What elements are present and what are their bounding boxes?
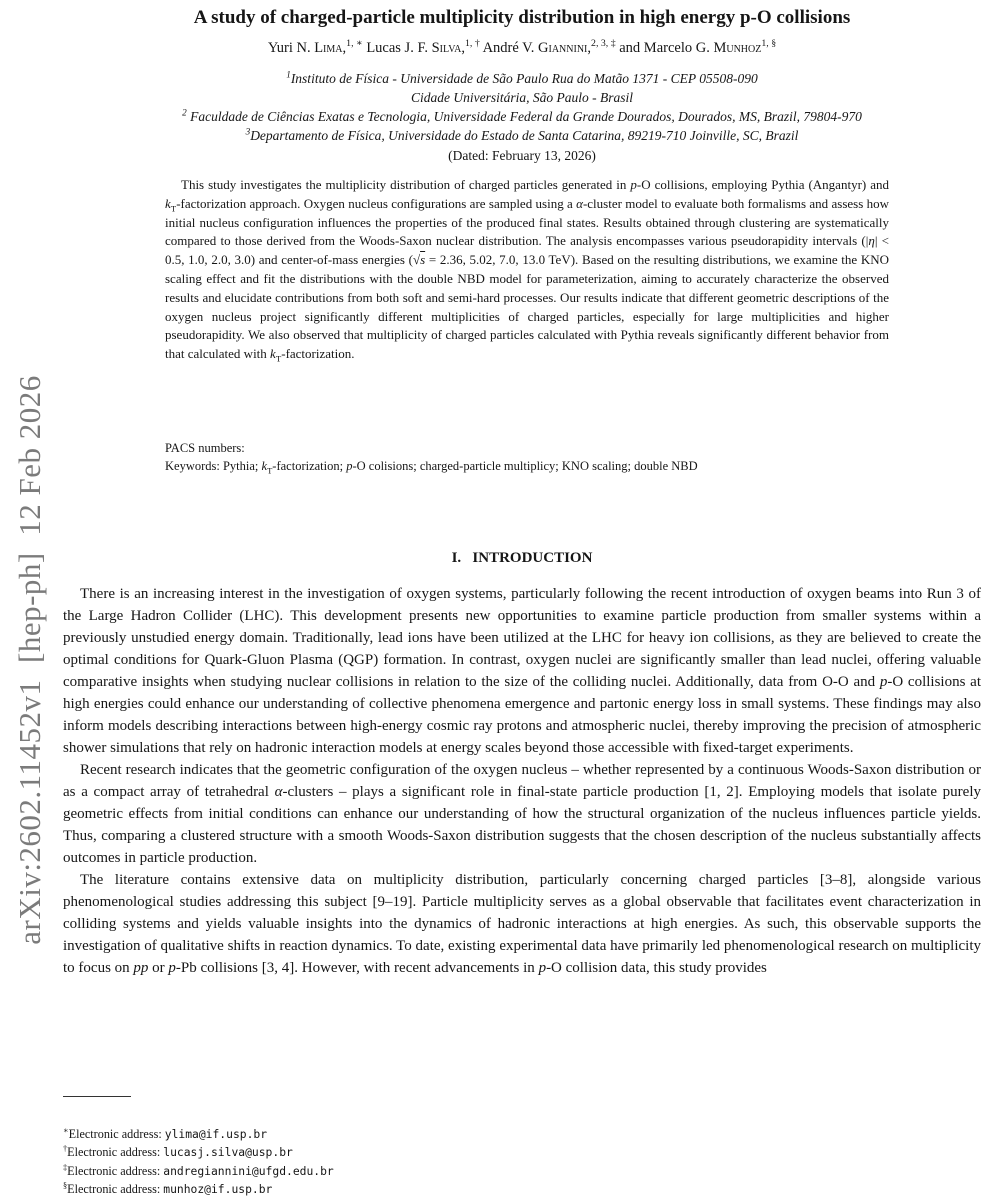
affiliation-line: $^2$ Faculdade de Ciências Exatas e Tecnologia, Universidade Federal da Grande Dourados, Dourados, MS, Brazil, 79804-970 [182,107,862,124]
section-heading-introduction: I. INTRODUCTION [451,550,593,566]
date-line: (Dated: February 13, 2026) [448,148,596,163]
authors-line: Yuri N. Lima,$^{1, ∗}$ Lucas J. F. Silva,$^{1, \dagger}$ André V. Giannini,$^{2, 3, \ddagger}$ and Marcelo G. Munhoz$^{1, \S}$ [267,38,777,56]
email-address[interactable]: munhoz@if.usp.br [163,1181,273,1196]
paragraph: The literature contains extensive data on multiplicity distribution, particularly concerning charged particles [3–8], alongside various phenomenological studies addressing this subject [9–19]. Particle multiplicity serves as a global observable that facilitates event characterization in colliding systems and yields valuable insights into the dynamics of hadronic interactions at high energies. As such, this observable supports the investigation of qualitative shifts in reaction dynamics. To date, existing experimental data have primarily led phenomenological research on multiplicity to focus on pp or p-Pb collisions [3, 4]. However, with recent advancements in p-O collision data, this study provides [63,872,981,976]
footnotes-block [63,1125,981,1198]
email-address[interactable]: ylima@if.usp.br [164,1127,268,1141]
arxiv-watermark: arXiv:2602.11452v1 [hep-ph] 12 Feb 2026 [12,375,47,945]
pacs-keywords-block [165,439,889,475]
paragraph: Recent research indicates that the geometric configuration of the oxygen nucleus – whether represented by a continuous Woods-Saxon distribution or as a compact array of tetrahedral α-clusters – plays a significant role in final-state particle production [1, 2]. Employing models that isolate purely geometric effects from initial conditions can enhance our understanding of how the structural organization of the nucleus influences particle yields. Thus, comparing a clustered structure with a smooth Woods-Saxon distribution suggests that the chosen description of the nucleus substantially affects outcomes in particle production. [63,762,981,866]
abstract-text: This study investigates the multiplicity distribution of charged particles generated in p-O collisions, employing Pythia (Angantyr) and $k_T$-factorization approach. Oxygen nucleus configurations are sampled using a α-cluster model to evaluate both formalisms and assess how initial nucleus configuration influences the properties of the produced final states. Results obtained through clustering are systematically compared to those derived from the Woods-Saxon nuclear distribution. The analysis encompasses various pseudorapidity intervals (|η| < 0.5, 1.0, 2.0, 3.0) and center-of-mass energies (√s = 2.36, 5.02, 7.0, 13.0 TeV). Based on the resulting distributions, we examine the KNO scaling effect and fit the distributions with the double NBD model for parameterization, aiming to accurately characterize the observed results and elucidate contributions from both soft and semi-hard processes. Our results indicate that different geometric descriptions of the oxygen nucleus project significantly different multiplicities of charged particles, especially for large multiplicities and higher pseudorapidity. We also observed that multiplicity of charged particles calculated with Pythia reveals significantly different behavior from that calculated with $k_T$-factorization. [165,177,889,364]
paragraph: There is an increasing interest in the investigation of oxygen systems, particularly following the recent introduction of oxygen beams into Run 3 of the Large Hadron Collider (LHC). This development presents new opportunities to examine particle production from smaller systems within a previously unstudied energy domain. Traditionally, lead ions have been utilized at the LHC for heavy ion collisions, as they are believed to create the optimal conditions for Quark-Gluon Plasma (QGP) formation. In contrast, oxygen nuclei are significantly smaller than lead nuclei, offering valuable comparative insights when studying nuclear collisions in relation to the size of the colliding nuclei. Additionally, data from O-O and p-O collisions at high energies could enhance our understanding of collective phenomena emergence and partonic energy loss in small systems. These findings may also inform models describing interactions between high-energy cosmic ray protons and atmospheric nuclei, thereby improving the precision of atmospheric shower simulations that rely on hadronic interaction models at energy scales beyond those accessible with fixed-target experiments. [63,586,981,756]
introduction-body [63,583,981,979]
affiliations-block [63,69,981,145]
footnote-line: †Electronic address: lucasj.silva@usp.br [63,1144,293,1160]
footnote-line: §Electronic address: munhoz@if.usp.br [63,1180,273,1196]
footnote-line: ∗Electronic address: ylima@if.usp.br [63,1125,268,1141]
email-address[interactable]: lucasj.silva@usp.br [163,1145,293,1160]
email-address[interactable]: andregiannini@ufgd.edu.br [163,1163,334,1178]
affiliation-line: $^3$Departamento de Física, Universidade do Estado de Santa Catarina, 89219-710 Joinville, SC, Brazil [245,126,799,143]
affiliation-line: $^1$Instituto de Física - Universidade de São Paulo Rua do Matão 1371 - CEP 05508-090 [286,69,758,86]
paper-title: A study of charged-particle multiplicity distribution in high energy p-O collisions [193,7,851,28]
keywords-line: Keywords: Pythia; $k_T$-factorization; p-O colisions; charged-particle multiplicy; KNO scaling; double NBD [165,459,698,476]
footnote-separator [63,1096,131,1097]
affiliation-line: Cidade Universitária, São Paulo - Brasil [411,90,633,105]
footnote-line: ‡Electronic address: andregiannini@ufgd.edu.br [63,1162,334,1178]
pacs-line: PACS numbers: [165,441,245,455]
